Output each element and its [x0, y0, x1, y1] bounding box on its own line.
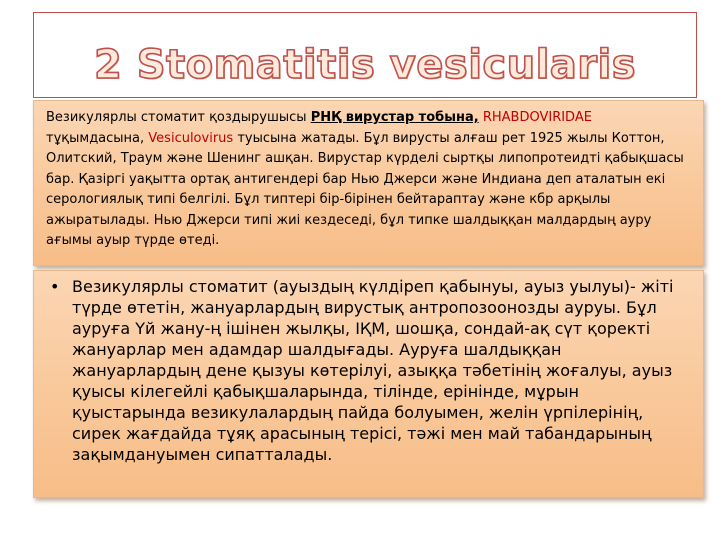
intro-text-box [33, 100, 704, 266]
intro-text-part3: тұқымдасына, [46, 130, 149, 146]
bullet-dot-icon: • [50, 277, 60, 296]
slide-title: 2 Stomatitis vesicularis [93, 42, 637, 88]
description-box [33, 270, 704, 498]
intro-text-part1: Везикулярлы стоматит қоздырушысы [46, 110, 311, 125]
bullet-text: Везикулярлы стоматит (ауыздың күлдіреп қабынуы, ауыз уылуы)- жіті түрде өтетін, жануарлардың вирустық антропозоонозды ауруы. Бұл ауруға Үй жану-ң ішінен жылқы, ІҚМ, шошқа, сондай-ақ сүт қоректі жануарлар мен адамдар шалдығады. Ауруға шалдыққан жануарлардың дене қызуы көтерілуі, азыққа тәбетінің жоғалуы, ауыз қуысы кілегейлі қабықшаларында, тілінде, ерінінде, мұрын қуыстарында везикулалардың пайда болуымен, желін үрпілерінің, сирек жағдайда тұяқ арасының терісі, тәжі мен май табандарының зақымдануымен сипатталады. [72, 277, 674, 464]
intro-virus-group-link: РНҚ вирустар тобына, [310, 110, 479, 125]
intro-text-part4: туысына жатады. Бұл вирусты алғаш рет 1925 жылы Коттон, Олитский, Траум және Шенинг ашқан. Вирустар күрделі сыртқы липопротеидті қабықшасы бар. Қазіргі уақытта ортақ антигендері бар Нью Джерси және Индиана деп аталатын екі серологиялық типі белгілі. Бұл типтері бір-бірінен бейтараптау және кбр арқылы ажыратылады. Нью Джерси типі жиі кездеседі, бұл типке шалдыққан малдардың ауру ағымы ауыр түрде өтеді. [46, 130, 684, 248]
intro-genus-name: Vesiculovirus [148, 130, 234, 146]
intro-family-name: RHABDOVIRIDAE [482, 110, 592, 125]
bullet-item [50, 276, 689, 465]
title-frame [33, 12, 697, 98]
